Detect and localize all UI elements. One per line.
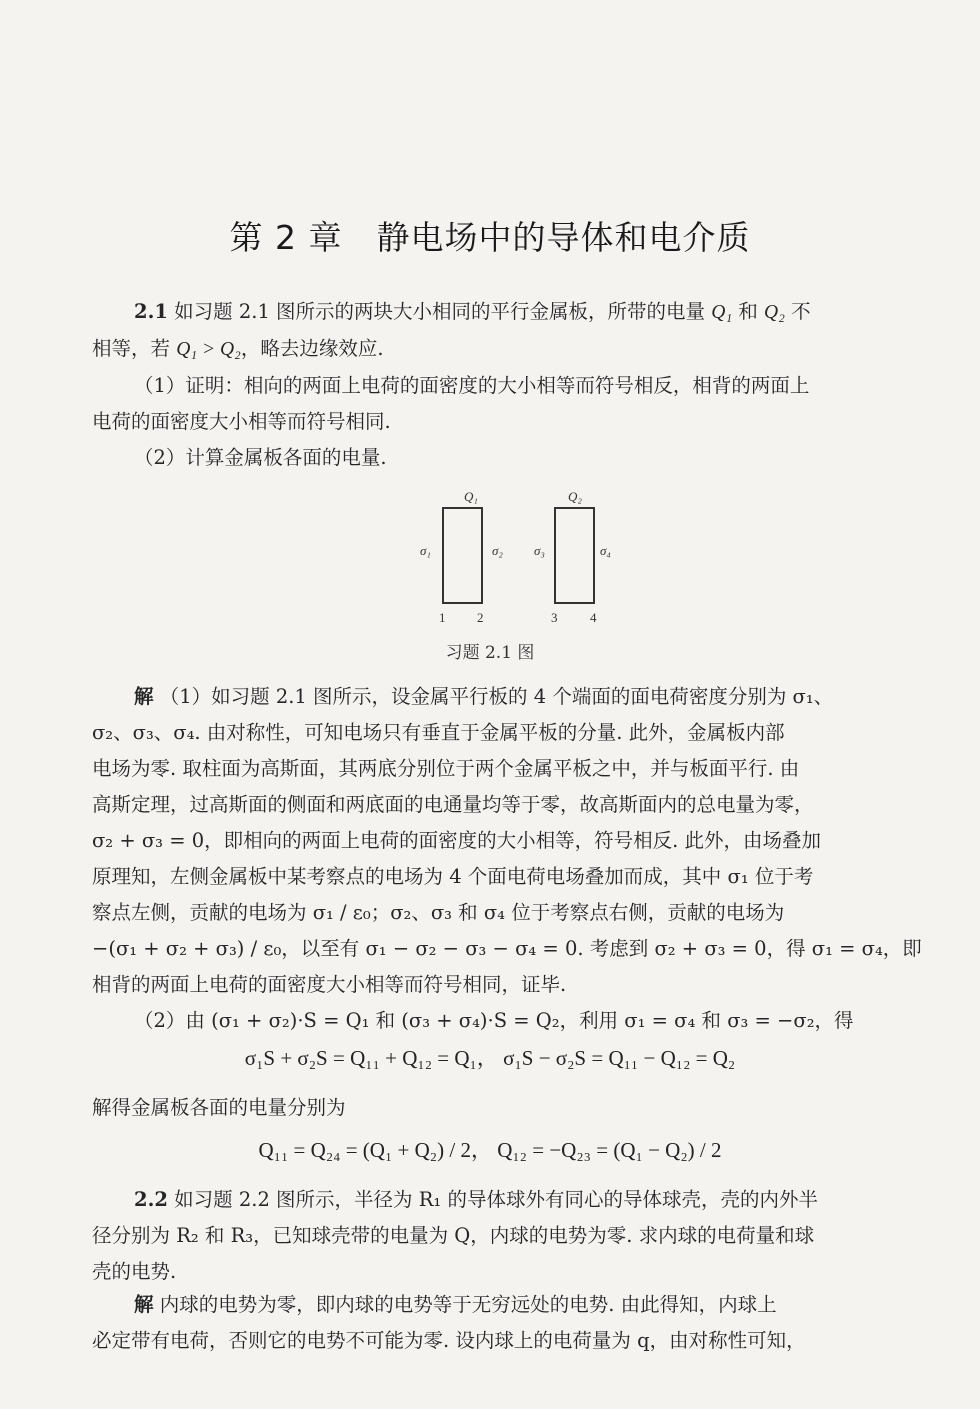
chapter-name: 静电场中的导体和电介质 bbox=[376, 218, 751, 257]
solution-label: 解 bbox=[134, 1293, 154, 1316]
problem-text: 和 bbox=[732, 300, 765, 323]
solution-line: 必定带有电荷，否则它的电势不可能为零. 设内球上的电荷量为 q，由对称性可知， bbox=[92, 1329, 806, 1352]
solution-2-1 bbox=[92, 679, 948, 1039]
solution-line: 高斯定理，过高斯面的侧面和两底面的电通量均等于零，故高斯面内的总电量为零， bbox=[92, 793, 814, 816]
right-plate bbox=[555, 508, 594, 603]
problem-line: 如习题 2.2 图所示，半径为 R₁ 的导体球外有同心的导体球壳，壳的内外半 bbox=[174, 1188, 818, 1211]
solution-line: 电场为零. 取柱面为高斯面，其两底分别位于两个金属平板之中，并与板面平行. 由 bbox=[92, 757, 800, 780]
problem-text: 如习题 2.1 图所示的两块大小相同的平行金属板，所带的电量 bbox=[174, 300, 712, 323]
chapter-number: 第 2 章 bbox=[229, 218, 343, 257]
left-plate bbox=[443, 508, 482, 603]
solution-line: 原理知，左侧金属板中某考察点的电场为 4 个面电荷电场叠加而成，其中 σ₁ 位于考 bbox=[92, 865, 814, 888]
figure-label-1: 1 bbox=[439, 610, 446, 625]
figure-label-4: 4 bbox=[590, 610, 597, 625]
problem-text: ，略去边缘效应. bbox=[240, 337, 384, 360]
chapter-title bbox=[0, 212, 980, 259]
problem-line: 径分别为 R₂ 和 R₃，已知球壳带的电量为 Q，内球的电势为零. 求内球的电荷量和球 bbox=[92, 1224, 815, 1247]
solution-line: 相背的两面上电荷的面密度大小相等而符号相同，证毕. bbox=[92, 973, 567, 996]
solution-line: σ₂、σ₃、σ₄. 由对称性，可知电场只有垂直于金属平板的分量. 此外，金属板内部 bbox=[92, 721, 785, 744]
result-intro: 解得金属板各面的电量分别为 bbox=[92, 1096, 346, 1119]
figure-label-sigma3: σ₃ bbox=[534, 543, 545, 558]
solution-line: 内球的电势为零，即内球的电势等于无穷远处的电势. 由此得知，内球上 bbox=[159, 1293, 777, 1316]
problem-label: 2.2 bbox=[134, 1188, 168, 1211]
problem-text: 相等，若 bbox=[92, 337, 177, 360]
solution-line: σ₂ + σ₃ = 0，即相向的两面上电荷的面密度的大小相等，符号相反. 此外，由场叠加 bbox=[92, 829, 822, 852]
problem-part-2: （2）计算金属板各面的电量. bbox=[134, 446, 387, 469]
figure-label-2: 2 bbox=[477, 610, 484, 625]
figure-label-q1: Q₁ bbox=[464, 489, 478, 504]
problem-part-1-cont: 电荷的面密度大小相等而符号相同. bbox=[92, 410, 391, 433]
figure-label-sigma4: σ₄ bbox=[600, 543, 611, 558]
solution-2-2 bbox=[92, 1287, 948, 1359]
math-q1: Q₁ bbox=[711, 302, 733, 323]
figure-label-sigma2: σ₂ bbox=[492, 543, 503, 558]
problem-label: 2.1 bbox=[134, 300, 168, 323]
math-q2: Q₂ bbox=[764, 302, 785, 323]
problem-text: 不 bbox=[784, 300, 811, 323]
figure-label-q2: Q₂ bbox=[568, 489, 582, 504]
problem-line: 壳的电势. bbox=[92, 1260, 177, 1283]
solution-line: 察点左侧，贡献的电场为 σ₁ / ε₀；σ₂、σ₃ 和 σ₄ 位于考察点右侧，贡献的电场为 bbox=[92, 901, 785, 924]
solution-label: 解 bbox=[134, 685, 154, 708]
solution-line: （1）如习题 2.1 图所示，设金属平行板的 4 个端面的面电荷密度分别为 σ₁、 bbox=[159, 685, 834, 708]
problem-2-2 bbox=[92, 1182, 948, 1290]
solution-line: −(σ₁ + σ₂ + σ₃) / ε₀，以至有 σ₁ − σ₂ − σ₃ − σ₄ = 0. 考虑到 σ₂ + σ₃ = 0，得 σ₁ = σ₄，即 bbox=[92, 937, 922, 960]
equation-2: Q₁₁ = Q₂₄ = (Q₁ + Q₂) / 2， Q₁₂ = −Q₂₃ = (Q₁ − Q₂) / 2 bbox=[258, 1138, 722, 1162]
figure-label-3: 3 bbox=[551, 610, 558, 625]
equation-1: σ₁S + σ₂S = Q₁₁ + Q₁₂ = Q₁， σ₁S − σ₂S = Q₁₁ − Q₁₂ = Q₂ bbox=[244, 1046, 736, 1070]
figure-caption: 习题 2.1 图 bbox=[445, 643, 535, 663]
problem-2-1 bbox=[92, 294, 948, 476]
math-condition: Q₁ > Q₂ bbox=[176, 339, 241, 360]
solution-part-2: （2）由 (σ₁ + σ₂)·S = Q₁ 和 (σ₃ + σ₄)·S = Q₂，利用 σ₁ = σ₄ 和 σ₃ = −σ₂，得 bbox=[134, 1009, 854, 1032]
figure-label-sigma1: σ₁ bbox=[420, 543, 431, 558]
problem-part-1: （1）证明：相向的两面上电荷的面密度的大小相等而符号相反，相背的两面上 bbox=[134, 374, 810, 397]
